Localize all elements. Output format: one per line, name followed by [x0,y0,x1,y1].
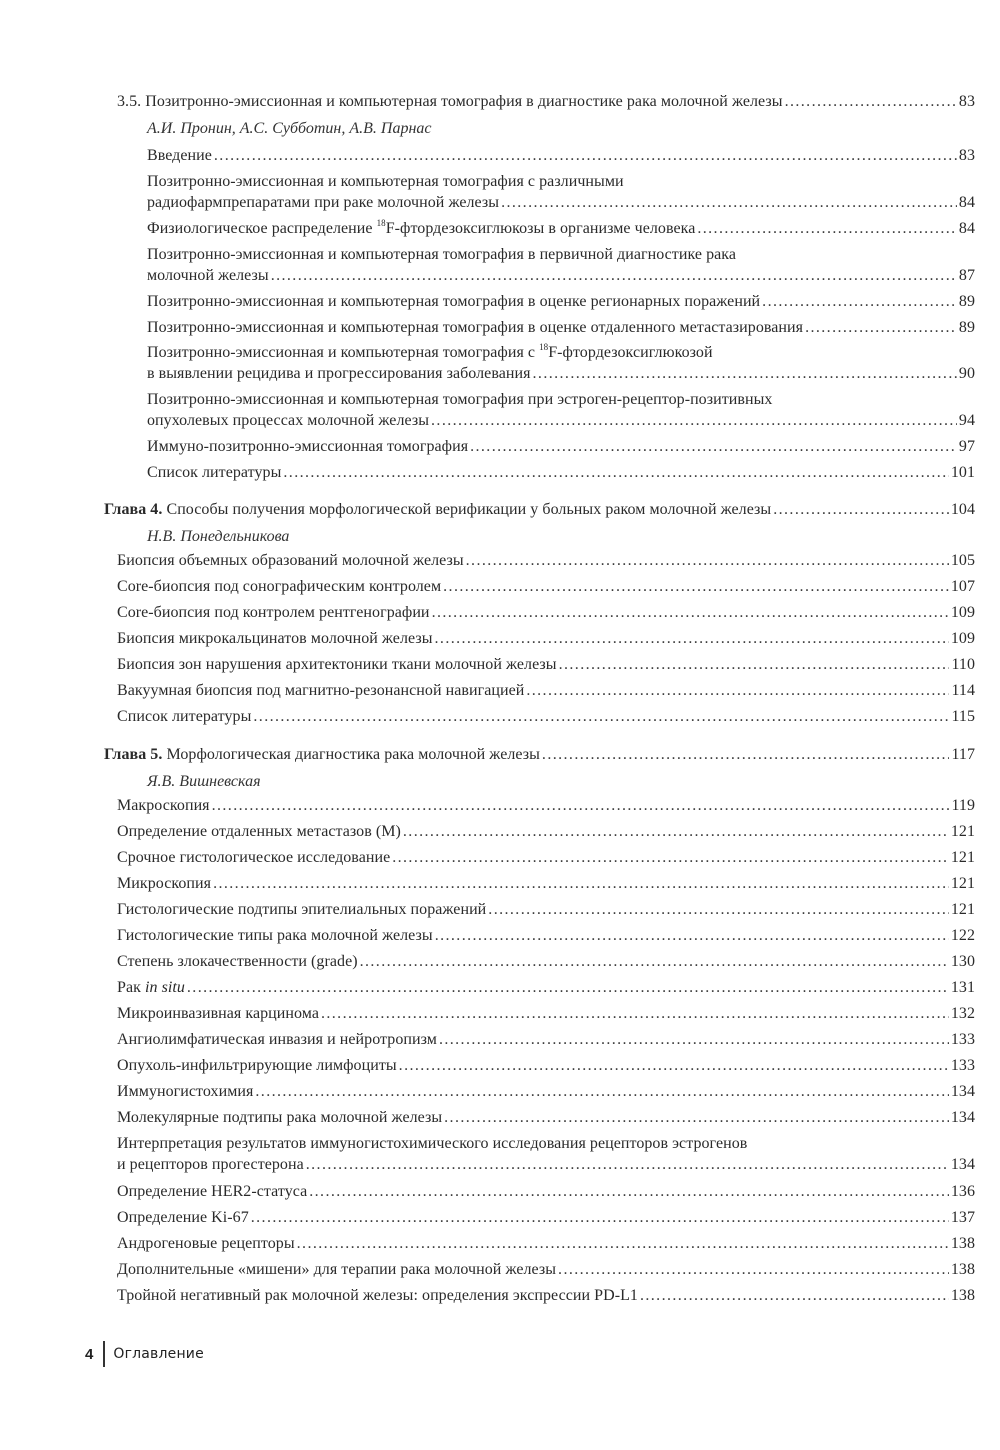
toc-entry-title: радиофармпрепаратами при раке молочной железы [147,194,500,211]
toc-entry[interactable] [147,171,975,213]
toc-entry-title: Вакуумная биопсия под магнитно-резонансной навигацией [117,682,525,699]
dot-leader [558,1259,949,1280]
toc-entry-page: 110 [951,656,975,673]
toc-entry-page: 136 [950,1183,975,1200]
toc-entry[interactable] [117,795,975,816]
toc-entry-title: Биопсия зон нарушения архитектоники ткани молочной железы [117,656,557,673]
toc-entry-title: Позитронно-эмиссионная и компьютерная томография в оценке отдаленного метастазирования [147,319,804,336]
toc-entry-title-line1: Позитронно-эмиссионная и компьютерная томография в первичной диагностике рака [147,246,737,263]
dot-leader [360,951,949,972]
toc-entry-page: 105 [950,552,975,569]
dot-leader [253,706,949,727]
toc-entry-page: 89 [958,293,975,310]
dot-leader [431,410,957,431]
footer-divider [103,1341,105,1367]
toc-entry-page: 107 [950,578,975,595]
dot-leader [403,821,949,842]
toc-entry-title: Биопсия объемных образований молочной железы [117,552,464,569]
toc-entry-title: Список литературы [117,708,252,725]
toc-entry-page: 121 [950,875,975,892]
toc-entry-title: Core-биопсия под контролем рентгенографии [117,604,430,621]
toc-entry-title: Физиологическое распределение $^{18}$F-фтордезоксиглюкозы в организме человека [147,217,696,237]
toc-entry-title: и рецепторов прогестерона [117,1156,304,1173]
toc-entry-title: Иммуногистохимия [117,1083,254,1100]
dot-leader [283,462,948,483]
dot-leader [443,576,949,597]
toc-entry[interactable] [147,244,975,286]
chapter-label: Глава 4. [104,501,163,518]
toc-entry-title: Микроскопия [117,875,212,892]
toc-entry-page: 119 [951,797,975,814]
toc-entry[interactable] [117,1181,975,1202]
toc-entry-title: Степень злокачественности (grade) [117,953,358,970]
toc-entry-page: 121 [950,901,975,918]
toc-entry-page: 90 [958,365,975,382]
dot-leader [306,1154,949,1175]
toc-entry-page: 130 [950,953,975,970]
dot-leader [444,1107,949,1128]
toc-entry-title-line1: Интерпретация результатов иммуногистохимического исследования рецепторов эстрогенов [117,1135,748,1152]
toc-entry-title: Гистологические типы рака молочной железы [117,927,433,944]
toc-entry-page: 84 [958,220,975,237]
toc-entry-title: опухолевых процессах молочной железы [147,412,430,429]
dot-leader [435,628,949,649]
toc-entry-page: 114 [951,682,975,699]
toc-entry-page: 121 [950,849,975,866]
toc-entry-title: Список литературы [147,464,282,481]
toc-entry-page: 133 [950,1057,975,1074]
dot-leader [251,1207,949,1228]
toc-entry-title: Срочное гистологическое исследование [117,849,391,866]
toc-entry-page: 138 [950,1261,975,1278]
toc-entry-title: Гистологические подтипы эпителиальных поражений [117,901,487,918]
toc-entry-title-line1: Позитронно-эмиссионная и компьютерная томография с различными [147,173,624,190]
dot-leader [392,847,949,868]
toc-entry-page: 87 [958,267,975,284]
toc-entry-page: 109 [950,630,975,647]
dot-leader [470,436,957,457]
dot-leader [773,499,949,520]
chapter-authors: Н.В. Понедельникова [147,528,290,545]
toc-entry-title: Определение HER2-статуса [117,1183,308,1200]
dot-leader [805,317,957,338]
toc-entry-page: 104 [950,501,975,518]
toc-entry-title-line1: Позитронно-эмиссионная и компьютерная томография при эстроген-рецептор-позитивных [147,391,773,408]
toc-entry-page: 83 [958,93,975,110]
toc-entry[interactable] [117,654,975,675]
toc-entry[interactable] [117,951,975,972]
toc-entry-page: 109 [950,604,975,621]
toc-entry[interactable] [147,317,975,338]
toc-entry[interactable] [117,899,975,920]
toc-entry-page: 117 [951,746,975,763]
toc-entry[interactable] [117,1081,975,1102]
dot-leader [271,265,957,286]
toc-entry-title: Макроскопия [117,797,210,814]
toc-entry[interactable] [117,602,975,623]
dot-leader [435,925,949,946]
toc-entry[interactable] [117,873,975,894]
toc-entry-title: Определение отдаленных метастазов (M) [117,823,401,840]
chapter-authors: Я.В. Вишневская [147,773,261,790]
section-authors: А.И. Пронин, А.С. Субботин, А.В. Парнас [147,120,432,137]
toc-entry-title: в выявлении рецидива и прогрессирования заболевания [147,365,531,382]
toc-entry-page: 94 [958,412,975,429]
toc-entry[interactable] [117,925,975,946]
dot-leader [213,873,949,894]
dot-leader [488,899,949,920]
toc-entry-page: 138 [950,1235,975,1252]
toc-entry-title: Тройной негативный рак молочной железы: определения экспрессии PD-L1 [117,1287,638,1304]
dot-leader [533,363,957,384]
toc-entry-chapter-5[interactable] [104,744,975,765]
toc-entry-title: молочной железы [147,267,269,284]
dot-leader [762,291,957,312]
toc-entry-page: 89 [958,319,975,336]
toc-entry-section-3-5[interactable] [117,91,975,112]
dot-leader [526,680,949,701]
dot-leader [466,550,949,571]
dot-leader [559,654,950,675]
toc-entry-page: 83 [958,147,975,164]
toc-entry-title: Биопсия микрокальцинатов молочной железы [117,630,433,647]
toc-entry-page: 134 [950,1156,975,1173]
toc-entry[interactable] [147,291,975,312]
dot-leader [212,795,950,816]
toc-entry-page: 132 [950,1005,975,1022]
toc-entry[interactable] [117,1233,975,1254]
toc-entry-page: 138 [950,1287,975,1304]
toc-entry[interactable] [117,1003,975,1024]
dot-leader [501,192,957,213]
toc-entry-page: 101 [950,464,975,481]
toc-entry[interactable] [117,576,975,597]
toc-entry[interactable] [147,218,975,239]
toc-entry-page: 84 [958,194,975,211]
toc-entry-title: Опухоль-инфильтрирующие лимфоциты [117,1057,397,1074]
toc-entry-title: Дополнительные «мишени» для терапии рака молочной железы [117,1261,557,1278]
toc-entry-title: Введение [147,147,212,164]
dot-leader [321,1003,949,1024]
toc-entry-page: 134 [950,1109,975,1126]
page-footer [85,1340,204,1368]
toc-entry[interactable] [147,462,975,483]
page-number: 4 [85,1345,94,1363]
toc-entry-title: Рак in situ [117,979,185,996]
toc-entry-title: Ангиолимфатическая инвазия и нейротропизм [117,1031,437,1048]
toc-entry[interactable] [147,436,975,457]
toc-entry[interactable] [117,1133,975,1175]
toc-entry-page: 115 [951,708,975,725]
footer-section-label: Оглавление [113,1346,204,1362]
toc-entry-title: Молекулярные подтипы рака молочной железы [117,1109,443,1126]
toc-entry-title: Андрогеновые рецепторы [117,1235,295,1252]
toc-entry[interactable] [117,977,975,998]
dot-leader [640,1285,949,1306]
toc-entry[interactable] [117,706,975,727]
dot-leader [309,1181,949,1202]
toc-entry-chapter-4[interactable] [104,499,975,520]
toc-entry-title: Иммуно-позитронно-эмиссионная томография [147,438,469,455]
dot-leader [697,218,957,239]
dot-leader [399,1055,949,1076]
toc-entry-title: Микроинвазивная карцинома [117,1005,319,1022]
toc-entry[interactable] [117,1029,975,1050]
chapter-label: Глава 5. [104,746,163,763]
toc-entry[interactable] [117,680,975,701]
toc-entry-page: 121 [950,823,975,840]
dot-leader [542,744,950,765]
toc-entry-title: Определение Ki-67 [117,1209,249,1226]
dot-leader [214,145,957,166]
toc-entry[interactable] [117,1055,975,1076]
toc-entry-page: 134 [950,1083,975,1100]
dot-leader [785,91,957,112]
toc-entry[interactable] [147,145,975,166]
toc-entry-page: 97 [958,438,975,455]
toc-entry[interactable] [117,821,975,842]
toc-entry-title: 3.5. Позитронно-эмиссионная и компьютерная томография в диагностике рака молочной железы [117,93,783,110]
toc-entry[interactable] [117,1259,975,1280]
toc-entry-page: 137 [950,1209,975,1226]
dot-leader [432,602,949,623]
toc-entry-page: 131 [950,979,975,996]
toc-entry-title-line1: Позитронно-эмиссионная и компьютерная томография с $^{18}$F-фтордезоксиглюкозой [147,341,713,361]
toc-entry-title: Core-биопсия под сонографическим контролем [117,578,442,595]
toc-entry[interactable] [117,847,975,868]
toc-entry-page: 133 [950,1031,975,1048]
dot-leader [439,1029,949,1050]
dot-leader [297,1233,949,1254]
toc-entry[interactable] [117,1285,975,1306]
dot-leader [187,977,949,998]
toc-entry[interactable] [117,628,975,649]
toc-entry[interactable] [117,1107,975,1128]
toc-entry[interactable] [147,342,975,384]
toc-entry-page: 122 [950,927,975,944]
toc-entry[interactable] [147,389,975,431]
chapter-title: Способы получения морфологической верификации у больных раком молочной железы [166,501,772,518]
toc-entry[interactable] [117,550,975,571]
chapter-title: Морфологическая диагностика рака молочной железы [166,746,540,763]
dot-leader [255,1081,948,1102]
toc-entry-title: Позитронно-эмиссионная и компьютерная томография в оценке регионарных поражений [147,293,761,310]
toc-entry[interactable] [117,1207,975,1228]
